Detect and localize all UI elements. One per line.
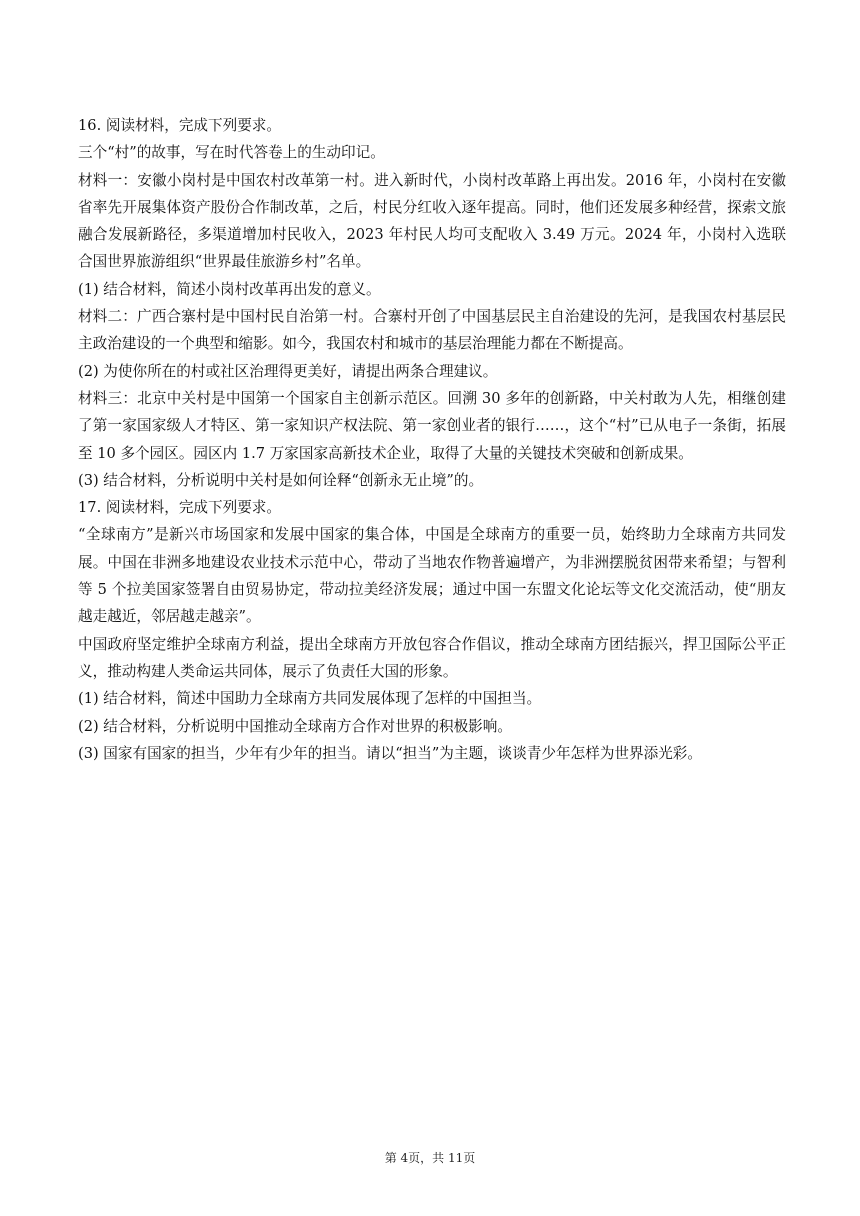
question-17-2: (2) 结合材料，分析说明中国推动全球南方合作对世界的积极影响。 [78, 717, 512, 735]
question-16-1: (1) 结合材料，简述小岗村改革再出发的意义。 [78, 280, 381, 298]
material-17-2: 中国政府坚定维护全球南方利益，提出全球南方开放包容合作倡议，推动全球南方团结振兴，捍卫国际公平正义，推动构建人类命运共同体，展示了负责任大国的形象。 [78, 635, 786, 680]
material-2: 材料二：广西合寨村是中国村民自治第一村。合寨村开创了中国基层民主自治建设的先河，是我国农村基层民主政治建设的一个典型和缩影。如今，我国农村和城市的基层治理能力都在不断提高。 [78, 308, 786, 353]
document-body [78, 112, 786, 767]
question-17-3: (3) 国家有国家的担当，少年有少年的担当。请以“担当”为主题，谈谈青少年怎样为世界添光彩。 [78, 744, 702, 762]
question-17-1: (1) 结合材料，简述中国助力全球南方共同发展体现了怎样的中国担当。 [78, 690, 542, 708]
question-16-heading: 16. 阅读材料，完成下列要求。 [78, 117, 281, 134]
page-footer: 第 4页，共 11页 [384, 1151, 476, 1165]
material-17-1: “全球南方”是新兴市场国家和发展中国家的集合体，中国是全球南方的重要一员，始终助力全球南方共同发展。中国在非洲多地建设农业技术示范中心，带动了当地农作物普遍增产，为非洲摆脱贫困带来希望；与智利等 5 个拉美国家签署自由贸易协定，带动拉美经济发展；通过中国一东盟文化论坛等文化交流活动，使“朋友越走越近，邻居越走越亲”。 [78, 526, 786, 626]
material-3: 材料三：北京中关村是中国第一个国家自主创新示范区。回溯 30 多年的创新路，中关村敢为人先，相继创建了第一家国家级人才特区、第一家知识产权法院、第一家创业者的银行……，这个“村”已从电子一条街，拓展至 10 多个园区。园区内 1.7 万家国家高新技术企业，取得了大量的关键技术突破和创新成果。 [78, 389, 786, 462]
material-1: 材料一：安徽小岗村是中国农村改革第一村。进入新时代，小岗村改革路上再出发。2016 年，小岗村在安徽省率先开展集体资产股份合作制改革，之后，村民分红收入逐年提高。同时，他们还发展多种经营，探索文旅融合发展新路径，多渠道增加村民收入，2023 年村民人均可支配收入 3.49 万元。2024 年，小岗村入选联合国世界旅游组织“世界最佳旅游乡村”名单。 [78, 171, 786, 271]
intro-line: 三个“村”的故事，写在时代答卷上的生动印记。 [78, 144, 385, 162]
question-16-3: (3) 结合材料，分析说明中关村是如何诠释“创新永无止境”的。 [78, 471, 484, 489]
question-17-heading: 17. 阅读材料，完成下列要求。 [78, 499, 281, 517]
question-16-2: (2) 为使你所在的村或社区治理得更美好，请提出两条合理建议。 [78, 362, 498, 380]
